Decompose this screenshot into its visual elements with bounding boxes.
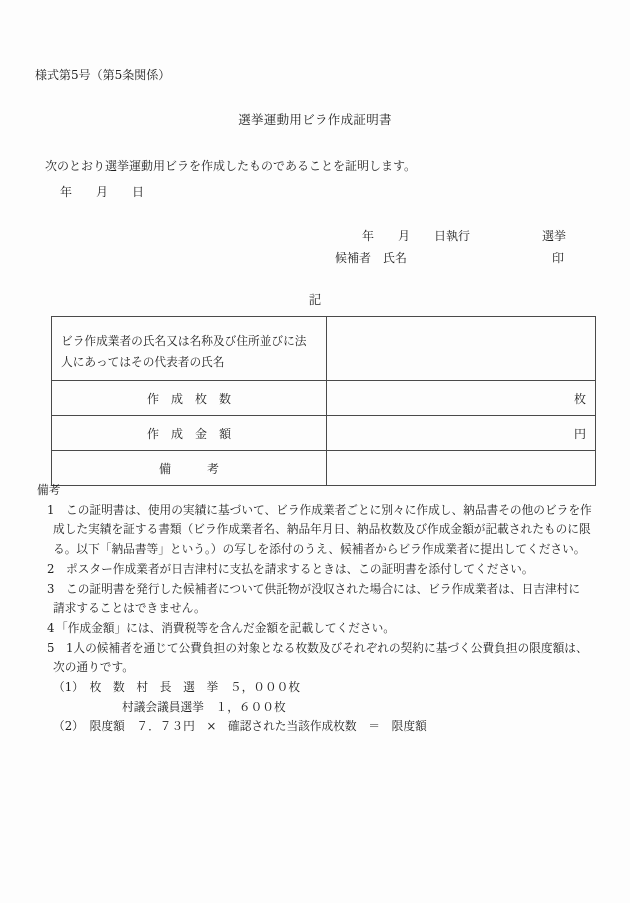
execution-date-line: 年 月 日執行 (362, 229, 471, 243)
note-3-line-2: 請求することはできません。 (53, 601, 206, 616)
maker-name-label-cell (52, 317, 327, 381)
seal-label: 印 (552, 251, 565, 265)
note-5-sub-1-line-2: 村議会議員選挙 １，６００枚 (122, 699, 286, 714)
note-5-text-1: 1人の候補者を通じて公費負担の対象となる枚数及びそれぞれの契約に基づく公費負担の限度額は、 (66, 640, 588, 655)
note-1-number: 1 (47, 502, 55, 517)
amount-value-cell: 円 (327, 416, 596, 451)
note-2-number: 2 (47, 561, 55, 576)
note-3-text-1: この証明書を発行した候補者について供託物が没収された場合には、ビラ作成業者は、日吉津村に (66, 581, 581, 596)
document-title: 選挙運動用ビラ作成証明書 (238, 112, 392, 127)
note-1-line-3: る。以下「納品書等」という。）の写しを添付のうえ、候補者からビラ作成業者に提出してください。 (53, 542, 586, 557)
note-2-text-1: ポスター作成業者が日吉津村に支払を請求するときは、この証明書を添付してください。 (66, 561, 534, 576)
certificate-table (51, 316, 596, 486)
maker-label-line2: 人にあってはその代表者の氏名 (61, 355, 225, 369)
remarks-label-cell: 備 考 (52, 451, 327, 486)
note-5-sub-2-line-1: （2） 限度額 ７．７３円 × 確認された当該作成枚数 ＝ 限度額 (53, 719, 427, 734)
note-2-line-1 (37, 560, 612, 580)
candidate-name-label: 候補者 氏名 (335, 251, 408, 265)
issue-date-blank: 年 月 日 (60, 185, 145, 199)
note-4-line-1 (37, 619, 612, 639)
note-1-line-2: 成した実績を証する書類（ビラ作成業者名、納品年月日、納品枚数及び作成金額が記載されたものに限 (53, 522, 591, 537)
form-number: 様式第5号（第5条関係） (35, 68, 171, 82)
notes-heading: 備考 (37, 483, 61, 497)
maker-label-line1: ビラ作成業者の氏名又は名称及び住所並びに法 (61, 334, 307, 348)
maker-name-value-cell (327, 317, 596, 381)
note-3-number: 3 (47, 581, 55, 596)
notes-section (37, 481, 612, 737)
sheet-count-label-cell: 作 成 枚 数 (52, 381, 327, 416)
election-label: 選挙 (542, 229, 567, 243)
note-1-line-1 (37, 501, 612, 521)
note-5-number: 5 (47, 640, 55, 655)
note-4-number: 4 (47, 620, 55, 635)
note-3-line-1 (37, 580, 612, 600)
note-4-text-1: 「作成金額」には、消費税等を含んだ金額を記載してください。 (56, 620, 395, 635)
table-row-amount (52, 416, 596, 451)
intro-sentence: 次のとおり選挙運動用ビラを作成したものであることを証明します。 (45, 159, 417, 173)
table-row-sheets (52, 381, 596, 416)
note-1-text-1: この証明書は、使用の実績に基づいて、ビラ作成業者ごとに別々に作成し、納品書その他のビラを作 (66, 502, 592, 517)
note-5-sub-1-line-1: （1） 枚 数 村 長 選 挙 ５，０００枚 (53, 680, 301, 695)
sheet-count-value-cell: 枚 (327, 381, 596, 416)
ki-heading: 記 (308, 292, 322, 307)
note-5-line-2: 次の通りです。 (53, 660, 134, 675)
note-5-line-1 (37, 639, 612, 659)
table-row-maker (52, 317, 596, 381)
amount-label-cell: 作 成 金 額 (52, 416, 327, 451)
